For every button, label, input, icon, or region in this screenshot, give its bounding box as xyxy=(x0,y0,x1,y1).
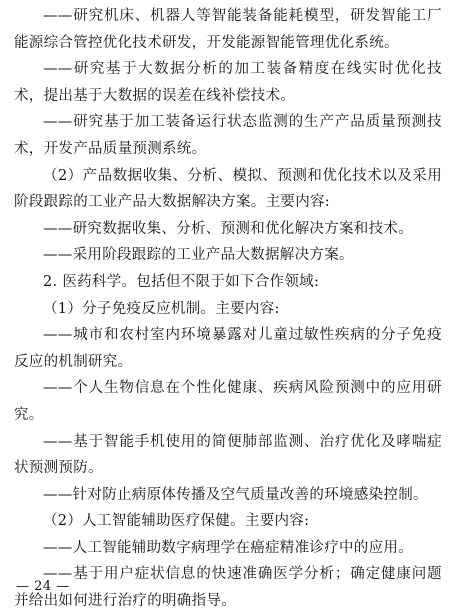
paragraph-immune-mechanism-heading: （1）分子免疫反应机制。主要内容: xyxy=(43,300,280,317)
paragraph-infection-control: ——针对防止病原体传播及空气质量改善的环境感染控制。 xyxy=(43,486,428,503)
paragraph-energy-management: ——研究机床、机器人等智能装备能耗模型，研发智能工厂能源综合管控优化技术研发，开发能源智能管理优化系统。 xyxy=(14,8,442,51)
paragraph-stage-tracking: ——采用阶段跟踪的工业产品大数据解决方案。 xyxy=(43,247,354,264)
paragraph-product-data-heading: （2）产品数据收集、分析、模拟、预测和优化技术以及采用阶段跟踪的工业产品大数据解决方案。主要内容: xyxy=(14,167,442,211)
paragraph-precision-optimization: ——研究基于大数据分析的加工装备精度在线实时优化技术，提出基于大数据的误差在线补偿技术。 xyxy=(14,61,442,104)
paragraph-indoor-exposure: ——城市和农村室内环境暴露对儿童过敏性疾病的分子免疫反应的机制研究。 xyxy=(14,327,442,370)
paragraph-quality-prediction: ——研究基于加工装备运行状态监测的生产产品质量预测技术，开发产品质量预测系统。 xyxy=(14,114,442,157)
document-body xyxy=(14,3,442,615)
paragraph-data-solutions: ——研究数据收集、分析、预测和优化解决方案和技术。 xyxy=(43,220,413,237)
paragraph-ai-healthcare-heading: （2）人工智能辅助医疗保健。主要内容: xyxy=(43,513,310,530)
paragraph-lung-monitoring: ——基于智能手机使用的简便肺部监测、治疗优化及哮喘症状预测预防。 xyxy=(14,433,442,477)
paragraph-bio-information: ——个人生物信息在个性化健康、疾病风险预测中的应用研究。 xyxy=(14,380,442,423)
page-number: — 24 — xyxy=(16,579,70,594)
paragraph-digital-pathology: ——人工智能辅助数字病理学在癌症精准诊疗中的应用。 xyxy=(43,539,413,556)
section-heading-medical-science: 2. 医药科学。包括但不限于如下合作领域: xyxy=(43,273,320,290)
paragraph-symptom-analysis: ——基于用户症状信息的快速准确医学分析；确定健康问题并给出如何进行治疗的明确指导。 xyxy=(14,566,442,610)
